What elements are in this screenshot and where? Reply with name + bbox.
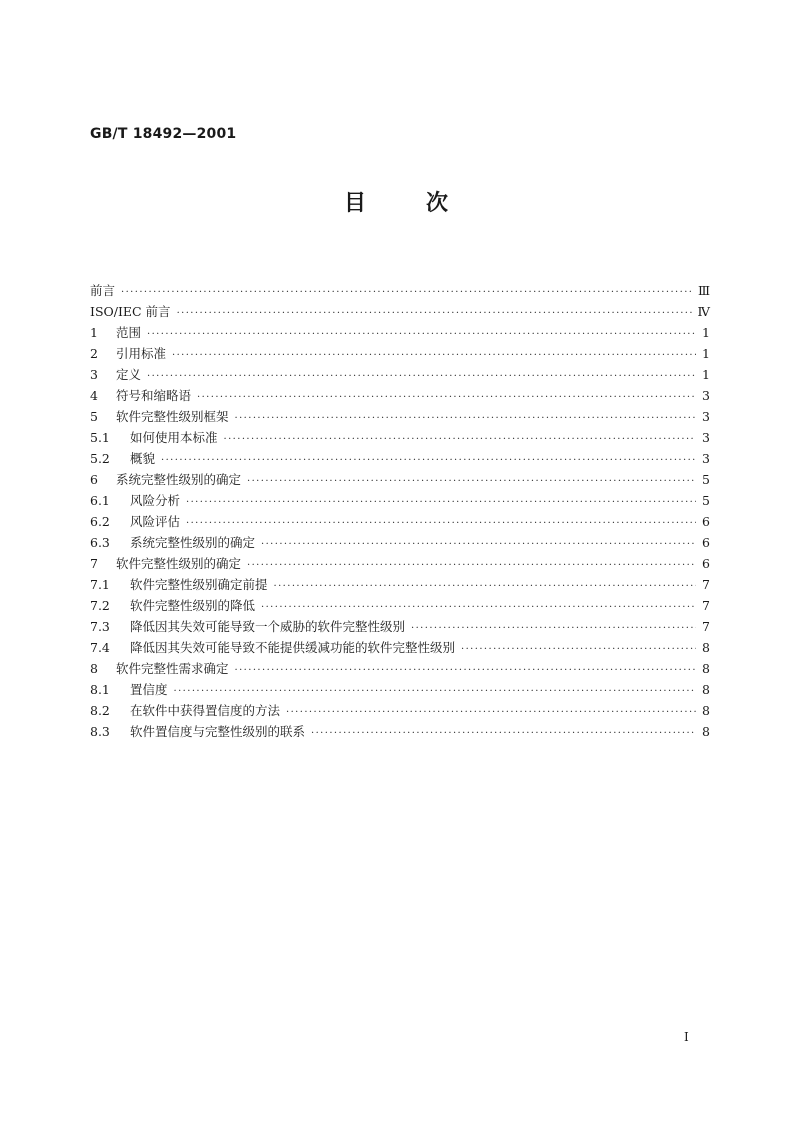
- toc-entry[interactable]: [90, 343, 710, 364]
- toc-title-char-2: 次: [426, 191, 451, 216]
- toc-entry-number: 5.2: [90, 451, 110, 466]
- toc-entry-label: 风险分析: [130, 493, 181, 508]
- toc-entry[interactable]: [90, 406, 710, 427]
- toc-entry-page: 3: [702, 388, 710, 403]
- toc-entry-page: Ⅳ: [697, 304, 710, 319]
- toc-entry-label: 降低因其失效可能导致不能提供缓减功能的软件完整性级别: [130, 640, 456, 655]
- toc-leader-dots: [121, 282, 694, 303]
- toc-entry-number: 8.3: [90, 724, 110, 739]
- toc-entry-label: 软件置信度与完整性级别的联系: [130, 724, 306, 739]
- toc-entry[interactable]: [90, 427, 710, 448]
- toc-entry[interactable]: [90, 280, 710, 301]
- toc-entry[interactable]: [90, 364, 710, 385]
- toc-entry[interactable]: [90, 301, 710, 322]
- toc-entry-number: 7.3: [90, 619, 110, 634]
- toc-entry[interactable]: [90, 469, 710, 490]
- toc-entry[interactable]: [90, 574, 710, 595]
- toc-leader-dots: [197, 387, 696, 408]
- toc-entry-page: 8: [702, 640, 710, 655]
- toc-entry-label: 软件完整性级别的确定: [116, 556, 242, 571]
- page-number: I: [684, 1030, 689, 1044]
- toc-entry-page: 7: [702, 577, 710, 592]
- toc-entry-label: 软件完整性级别的降低: [130, 598, 256, 613]
- toc-entry-number: 5.1: [90, 430, 110, 445]
- toc-entry[interactable]: [90, 700, 710, 721]
- toc-entry-page: 8: [702, 724, 710, 739]
- toc-leader-dots: [247, 555, 696, 576]
- toc-entry-label: ISO/IEC 前言: [90, 304, 171, 319]
- toc-leader-dots: [161, 450, 696, 471]
- toc-entry[interactable]: [90, 385, 710, 406]
- toc-entry-label: 系统完整性级别的确定: [130, 535, 256, 550]
- toc-entry-label: 定义: [116, 367, 142, 382]
- toc-entry-label: 系统完整性级别的确定: [116, 472, 242, 487]
- toc-entry-number: 7.4: [90, 640, 110, 655]
- toc-entry-number: 5: [90, 409, 98, 424]
- toc-entry-number: 7: [90, 556, 98, 571]
- toc-entry-page: Ⅲ: [697, 283, 710, 298]
- toc-leader-dots: [311, 723, 696, 744]
- toc-leader-dots: [411, 618, 696, 639]
- toc-entry-number: 8.2: [90, 703, 110, 718]
- toc-entry-page: 3: [702, 451, 710, 466]
- toc-entry-label: 符号和缩略语: [116, 388, 192, 403]
- toc-entry[interactable]: [90, 322, 710, 343]
- toc-leader-dots: [235, 660, 696, 681]
- toc-leader-dots: [147, 324, 696, 345]
- toc-leader-dots: [247, 471, 696, 492]
- toc-entry-page: 8: [702, 661, 710, 676]
- toc-entry-page: 1: [702, 325, 710, 340]
- toc-entry-page: 1: [702, 346, 710, 361]
- toc-entry-label: 在软件中获得置信度的方法: [130, 703, 281, 718]
- table-of-contents: [90, 280, 710, 742]
- toc-leader-dots: [172, 345, 696, 366]
- toc-entry-label: 范围: [116, 325, 142, 340]
- toc-entry-number: 6: [90, 472, 98, 487]
- toc-entry-label: 置信度: [130, 682, 168, 697]
- toc-entry-page: 3: [702, 430, 710, 445]
- toc-entry[interactable]: [90, 616, 710, 637]
- toc-entry[interactable]: [90, 658, 710, 679]
- toc-entry[interactable]: [90, 532, 710, 553]
- toc-entry[interactable]: [90, 511, 710, 532]
- toc-entry-page: 7: [702, 619, 710, 634]
- toc-entry-page: 8: [702, 682, 710, 697]
- toc-entry-number: 6.2: [90, 514, 110, 529]
- toc-leader-dots: [261, 597, 696, 618]
- toc-entry-label: 降低因其失效可能导致一个威胁的软件完整性级别: [130, 619, 406, 634]
- toc-leader-dots: [261, 534, 696, 555]
- toc-leader-dots: [235, 408, 696, 429]
- toc-leader-dots: [186, 492, 696, 513]
- toc-entry-number: 6.1: [90, 493, 110, 508]
- toc-leader-dots: [147, 366, 696, 387]
- toc-leader-dots: [461, 639, 696, 660]
- toc-entry-page: 8: [702, 703, 710, 718]
- toc-entry[interactable]: [90, 490, 710, 511]
- toc-leader-dots: [224, 429, 696, 450]
- toc-entry-label: 软件完整性需求确定: [116, 661, 229, 676]
- toc-entry-number: 1: [90, 325, 98, 340]
- toc-entry-page: 1: [702, 367, 710, 382]
- toc-leader-dots: [286, 702, 696, 723]
- toc-entry-label: 风险评估: [130, 514, 181, 529]
- toc-leader-dots: [274, 576, 696, 597]
- toc-entry-label: 引用标准: [116, 346, 167, 361]
- toc-entry[interactable]: [90, 721, 710, 742]
- toc-entry-page: 5: [702, 493, 710, 508]
- toc-entry-page: 5: [702, 472, 710, 487]
- toc-leader-dots: [177, 303, 694, 324]
- toc-entry[interactable]: [90, 553, 710, 574]
- toc-entry-page: 3: [702, 409, 710, 424]
- toc-entry-number: 7.1: [90, 577, 110, 592]
- toc-title-char-1: 目: [343, 191, 368, 216]
- toc-entry-label: 前言: [90, 283, 116, 298]
- toc-entry-number: 3: [90, 367, 98, 382]
- toc-entry-label: 软件完整性级别框架: [116, 409, 229, 424]
- toc-entry-label: 概貌: [130, 451, 156, 466]
- toc-entry-number: 2: [90, 346, 98, 361]
- standard-code: GB/T 18492—2001: [90, 126, 237, 142]
- toc-entry-label: 如何使用本标准: [130, 430, 218, 445]
- toc-title: [0, 186, 794, 217]
- toc-leader-dots: [186, 513, 696, 534]
- toc-entry-number: 8: [90, 661, 98, 676]
- toc-entry[interactable]: [90, 448, 710, 469]
- toc-leader-dots: [174, 681, 696, 702]
- toc-entry-number: 7.2: [90, 598, 110, 613]
- toc-entry[interactable]: [90, 679, 710, 700]
- toc-entry[interactable]: [90, 637, 710, 658]
- toc-entry-page: 6: [702, 556, 710, 571]
- toc-entry-number: 4: [90, 388, 98, 403]
- toc-entry-page: 6: [702, 514, 710, 529]
- toc-entry-page: 6: [702, 535, 710, 550]
- toc-entry[interactable]: [90, 595, 710, 616]
- toc-entry-page: 7: [702, 598, 710, 613]
- toc-entry-number: 6.3: [90, 535, 110, 550]
- toc-entry-label: 软件完整性级别确定前提: [130, 577, 268, 592]
- toc-entry-number: 8.1: [90, 682, 110, 697]
